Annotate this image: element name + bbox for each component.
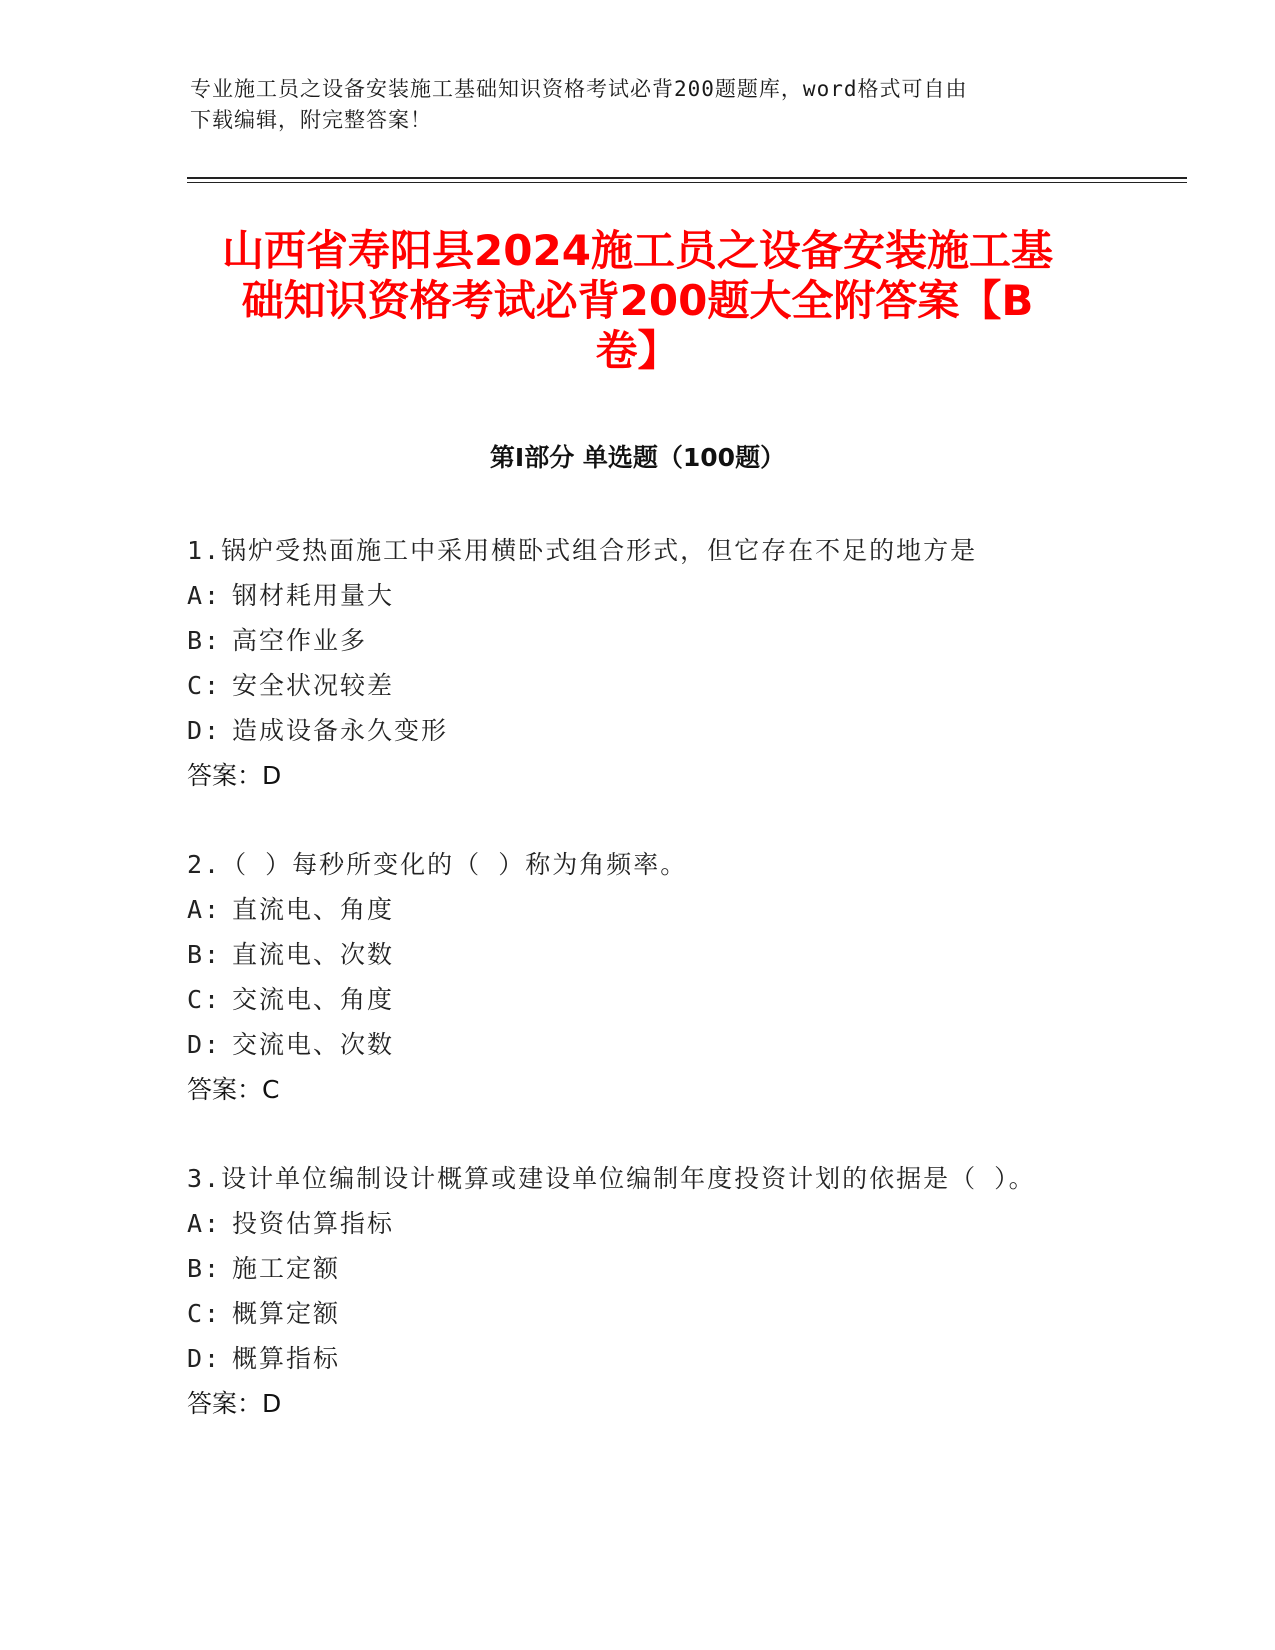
document-title <box>150 226 1125 376</box>
option-text: 概算定额 <box>232 1299 341 1328</box>
option-key: C: <box>187 1299 222 1328</box>
option-key: C: <box>187 671 222 700</box>
option-key: B: <box>187 940 222 969</box>
option-c <box>187 977 1087 1022</box>
document-title-line-1: 山西省寿阳县2024施工员之设备安装施工基 <box>222 226 1053 275</box>
option-text: 交流电、角度 <box>232 985 395 1014</box>
option-text: 安全状况较差 <box>232 671 395 700</box>
option-key: C: <box>187 985 222 1014</box>
document-title-line-3: 卷】 <box>595 326 680 375</box>
question-stem: 1.锅炉受热面施工中采用横卧式组合形式，但它存在不足的地方是 <box>187 536 978 565</box>
header-divider-thick <box>187 177 1187 179</box>
question-stem: 2.（ ）每秒所变化的（ ）称为角频率。 <box>187 850 688 879</box>
option-d <box>187 708 1087 753</box>
question-list <box>187 528 1087 1470</box>
option-d <box>187 1336 1087 1381</box>
answer-line: 答案：D <box>187 761 282 790</box>
option-text: 直流电、次数 <box>232 940 395 969</box>
header-note-line-2: 下载编辑，附完整答案！ <box>190 108 432 132</box>
header-note-line-1: 专业施工员之设备安装施工基础知识资格考试必背200题题库，word格式可自由 <box>190 77 968 101</box>
option-key: A: <box>187 581 222 610</box>
option-key: B: <box>187 626 222 655</box>
option-a <box>187 1201 1087 1246</box>
option-key: A: <box>187 1209 222 1238</box>
option-text: 概算指标 <box>232 1344 341 1373</box>
option-a <box>187 573 1087 618</box>
question-item <box>187 528 1087 798</box>
option-text: 交流电、次数 <box>232 1030 395 1059</box>
option-a <box>187 887 1087 932</box>
answer-line: 答案：C <box>187 1075 280 1104</box>
option-b <box>187 932 1087 977</box>
header-divider-thin <box>187 182 1187 183</box>
answer-line: 答案：D <box>187 1389 282 1418</box>
option-key: B: <box>187 1254 222 1283</box>
option-text: 直流电、角度 <box>232 895 395 924</box>
option-c <box>187 1291 1087 1336</box>
option-b <box>187 1246 1087 1291</box>
question-item <box>187 842 1087 1112</box>
option-text: 施工定额 <box>232 1254 341 1283</box>
question-item <box>187 1156 1087 1426</box>
option-c <box>187 663 1087 708</box>
option-text: 钢材耗用量大 <box>232 581 395 610</box>
question-stem: 3.设计单位编制设计概算或建设单位编制年度投资计划的依据是（ ）。 <box>187 1164 1036 1193</box>
option-text: 投资估算指标 <box>232 1209 395 1238</box>
option-b <box>187 618 1087 663</box>
option-key: D: <box>187 1344 222 1373</box>
option-key: D: <box>187 1030 222 1059</box>
option-d <box>187 1022 1087 1067</box>
option-text: 高空作业多 <box>232 626 368 655</box>
option-key: A: <box>187 895 222 924</box>
section-heading: 第Ⅰ部分 单选题（100题） <box>489 443 786 472</box>
header-note <box>190 74 1090 136</box>
option-text: 造成设备永久变形 <box>232 716 449 745</box>
option-key: D: <box>187 716 222 745</box>
document-title-line-2: 础知识资格考试必背200题大全附答案【B <box>241 276 1034 325</box>
